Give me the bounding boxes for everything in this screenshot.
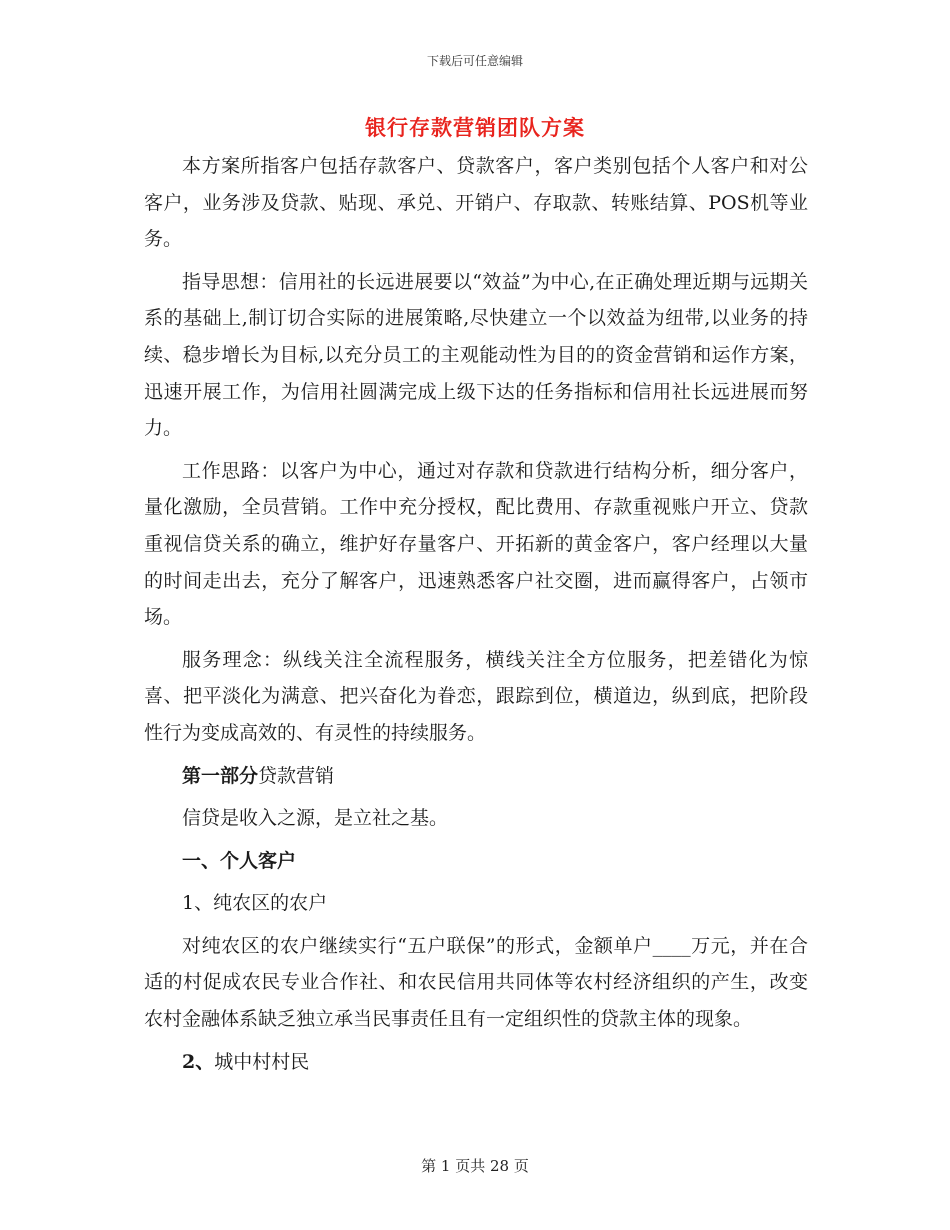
part1-text: 信贷是收入之源，是立社之基。	[182, 807, 449, 830]
item2-heading	[144, 1044, 808, 1081]
document-title: 银行存款营销团队方案	[365, 116, 585, 140]
intro-paragraph: 本方案所指客户包括存款客户、贷款客户，客户类别包括个人客户和对公客户，业务涉及贷款、贴现、承兑、开销户、存取款、转账结算、POS机等业务。	[144, 155, 808, 251]
item2-number: 2、	[182, 1050, 215, 1073]
page-footer: 第 1 页共 28 页	[421, 1157, 529, 1175]
document-body	[144, 148, 808, 1080]
guiding-paragraph: 指导思想：信用社的长远进展要以“效益”为中心,在正确处理近期与远期关系的基础上,制订切合实际的进展策略,尽快建立一个以效益为纽带,以业务的持续、稳步增长为目标,以充分员工的主观能动性为目的的资金营销和运作方案，迅速开展工作，为信用社圆满完成上级下达的任务指标和信用社长远进展而努力。	[144, 270, 808, 440]
item1-text: 对纯农区的农户继续实行“五户联保”的形式，金额单户____万元，并在合适的村促成农民专业合作社、和农民信用共同体等农村经济组织的产生，改变农村金融体系缺乏独立承当民事责任且有一定组织性的贷款主体的现象。	[144, 934, 808, 1031]
part1-title: 贷款营销	[258, 764, 335, 787]
section1-heading: 一、个人客户	[182, 849, 297, 872]
approach-paragraph: 工作思路：以客户为中心，通过对存款和贷款进行结构分析，细分客户，量化激励，全员营销。工作中充分授权，配比费用、存款重视账户开立、贷款重视信贷关系的确立，维护好存量客户、开拓新的黄金客户，客户经理以大量的时间走出去，充分了解客户，迅速熟悉客户社交圈，进而赢得客户，占领市场。	[144, 459, 808, 629]
item1-heading: 1、纯农区的农户	[182, 892, 328, 915]
part1-heading-line	[144, 758, 808, 795]
header-note: 下载后可任意编辑	[426, 54, 523, 68]
part1-heading: 第一部分	[182, 764, 259, 787]
item2-label: 城中村村民	[214, 1050, 310, 1073]
service-paragraph: 服务理念：纵线关注全流程服务，横线关注全方位服务，把差错化为惊喜、把平淡化为满意、把兴奋化为眷恋，跟踪到位，横道边，纵到底，把阶段性行为变成高效的、有灵性的持续服务。	[144, 648, 808, 744]
